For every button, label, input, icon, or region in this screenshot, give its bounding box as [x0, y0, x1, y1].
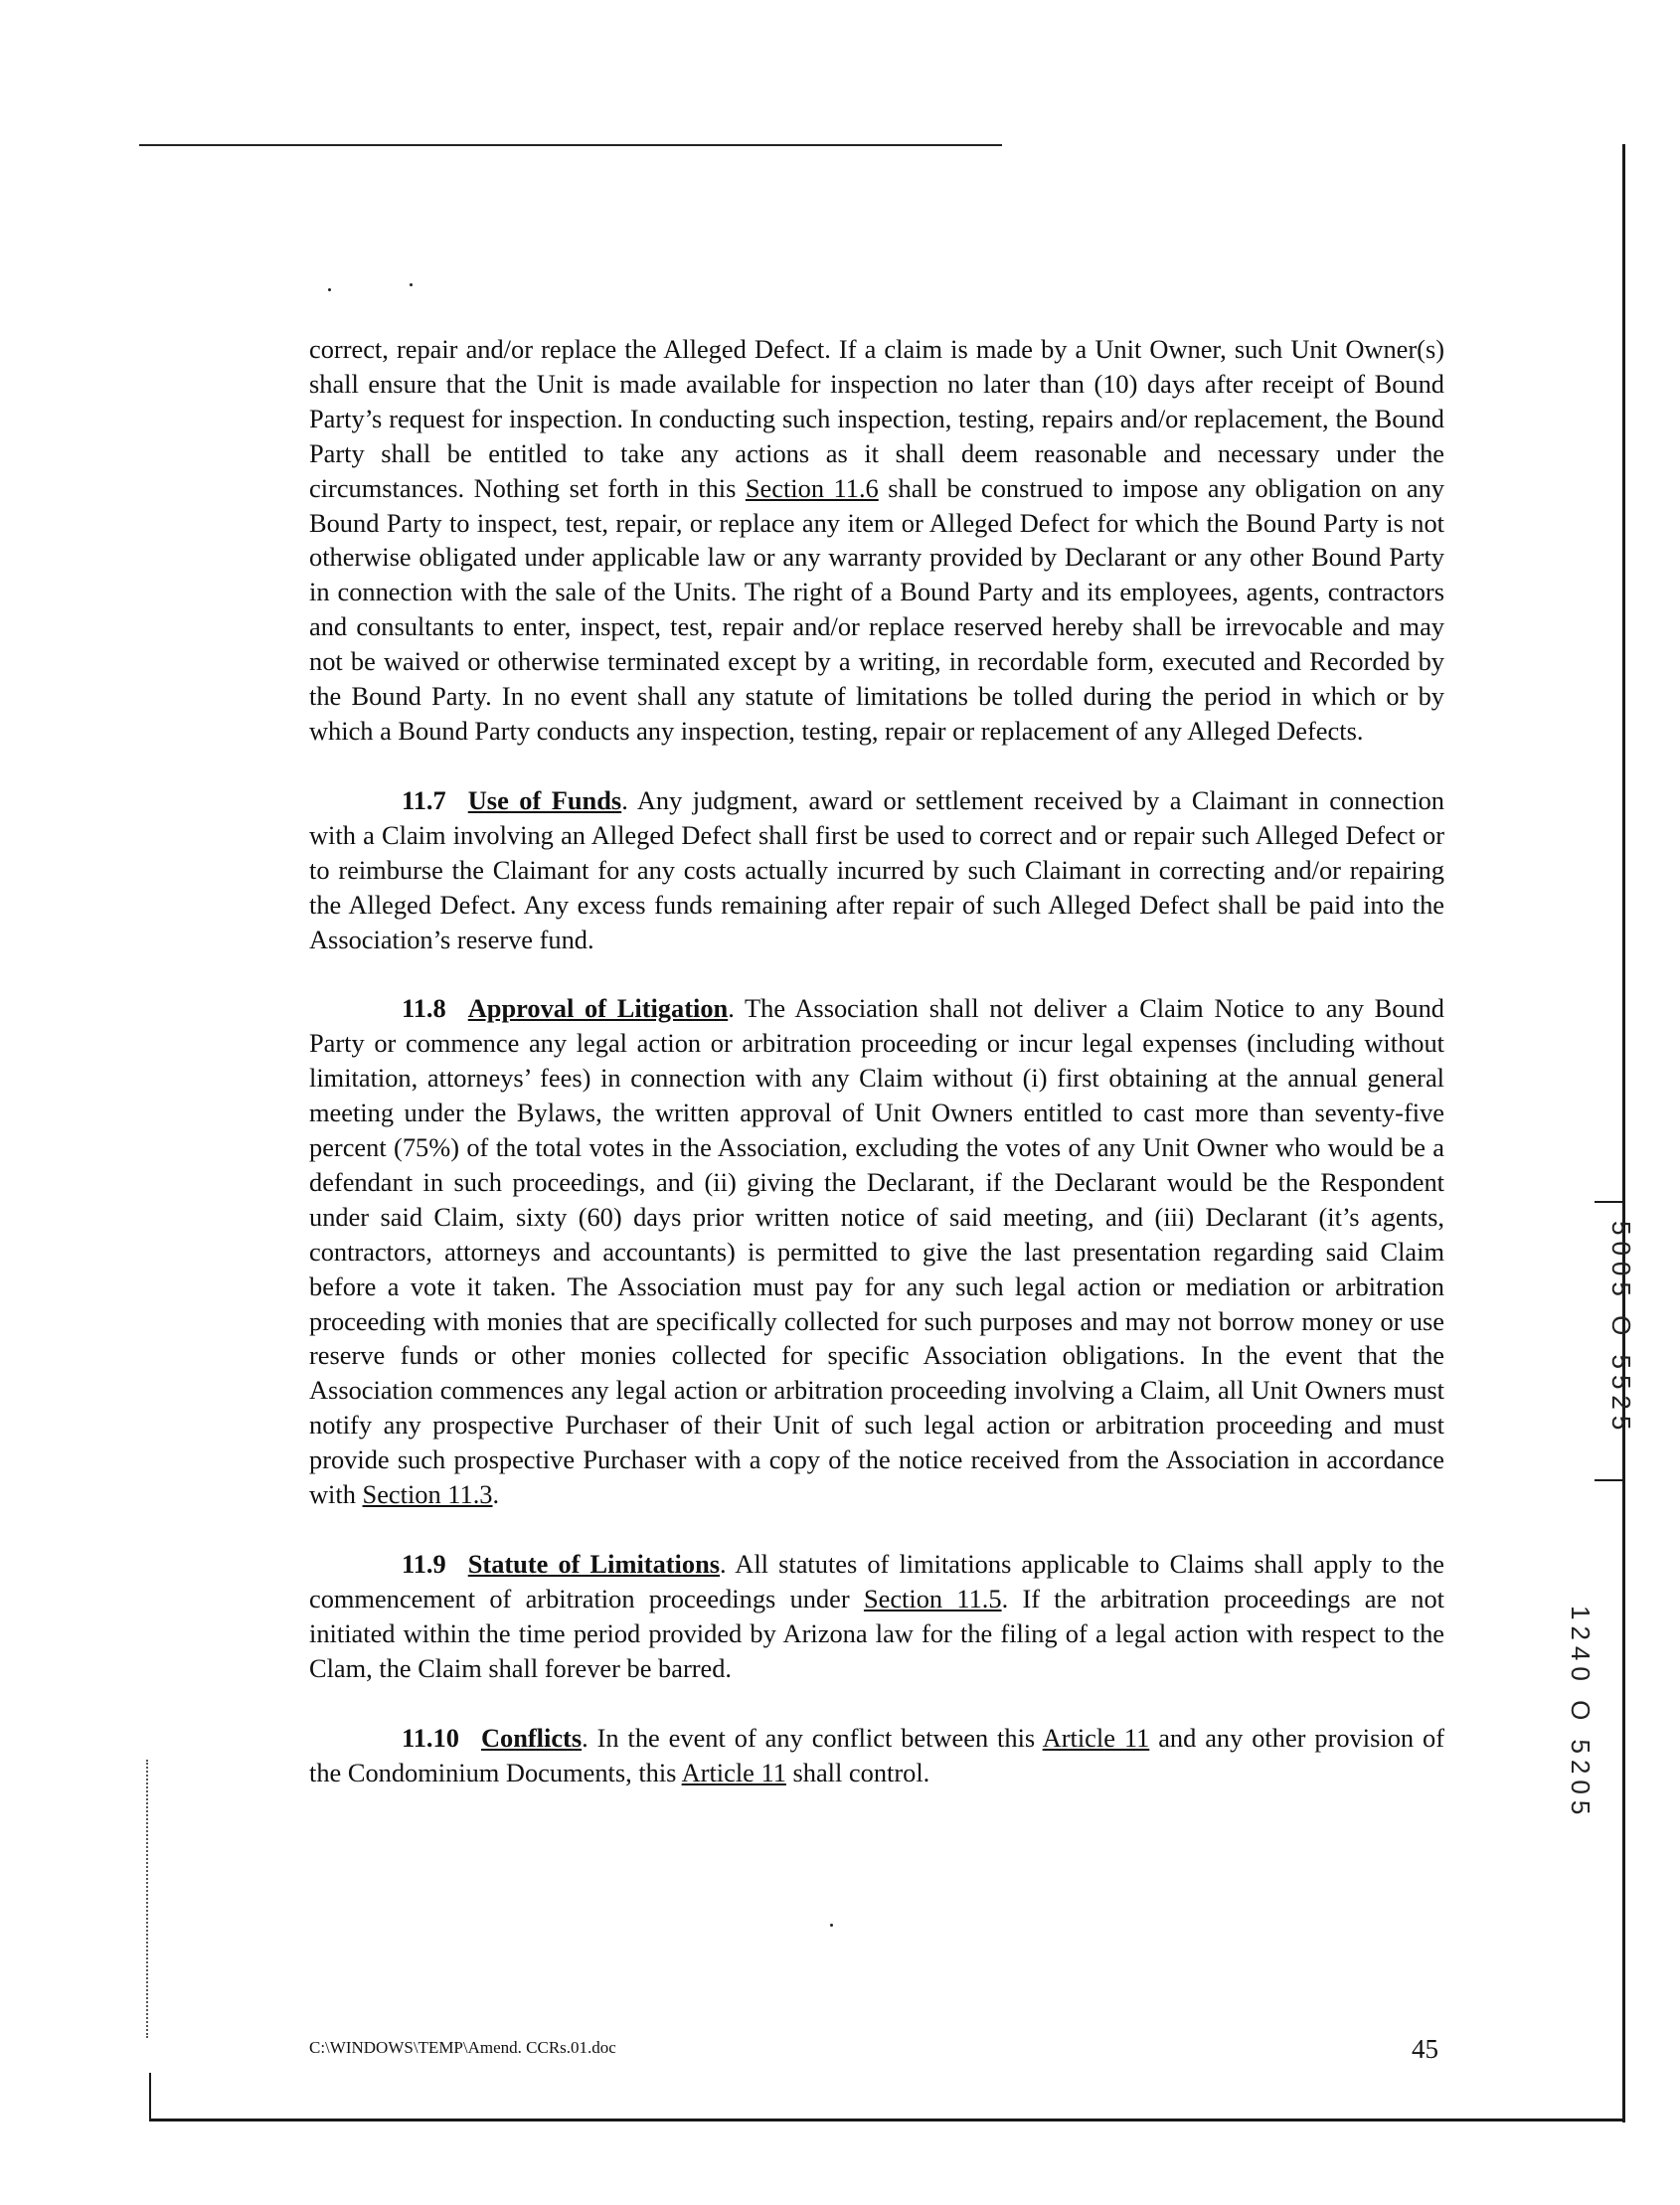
section-reference: Article 11 — [681, 1757, 786, 1787]
section-text: . Any judgment, award or settlement received by a Claimant in connection with a Claim involving an Alleged Defect shall first be used to correct and or repair such Alleged Defect or to reimburse the Claimant for any costs actually incurred by such Claimant in correcting and/or repairing the Alleged Defect. Any excess funds remaining after repair of such Alleged Defect shall be paid into the Association’s reserve fund. — [309, 784, 1444, 954]
section-heading: Conflicts — [480, 1722, 583, 1753]
section-reference: Section 11.6 — [745, 472, 879, 503]
side-stamp-upper: 5005 O 5525 — [1606, 1221, 1636, 1437]
section-text: shall control. — [785, 1757, 930, 1787]
section-reference: Article 11 — [1042, 1722, 1150, 1753]
section-11-7 — [309, 783, 1444, 957]
section-reference: Section 11.3 — [362, 1479, 493, 1510]
scan-speck — [830, 1924, 833, 1927]
section-heading: Statute of Limitations — [467, 1549, 721, 1579]
right-border-line — [1622, 144, 1625, 2122]
paragraph-continuation — [309, 332, 1444, 749]
footer-file-path: C:\WINDOWS\TEMP\Amend. CCRs.01.doc — [309, 2038, 616, 2057]
bottom-border-line — [149, 2119, 1625, 2121]
section-heading: Use of Funds — [467, 784, 622, 815]
scan-speck — [328, 288, 331, 291]
section-reference: Section 11.5 — [863, 1583, 1002, 1613]
section-11-9 — [309, 1547, 1444, 1686]
section-number: 11.7 — [402, 784, 446, 815]
section-text: and any other provision of the Condominium Documents, this — [309, 1722, 1444, 1787]
section-number: 11.9 — [402, 1549, 446, 1579]
section-11-8 — [309, 991, 1444, 1512]
scan-speck — [410, 283, 413, 286]
section-text: . The Association shall not deliver a Claim Notice to any Bound Party or commence any legal action or arbitration proceeding or incur legal expenses (including without limitation, attorneys’ fees) in connection with any Claim without (i) first obtaining at the annual general meeting under the Bylaws, the written approval of Unit Owners entitled to cast more than seventy-five percent (75%) of the total votes in the Association, excluding the votes of any Unit Owner who would be a defendant in such proceedings, and (ii) giving the Declarant, if the Declarant would be the Respondent under said Claim, sixty (60) days prior written notice of said meeting, and (iii) Declarant (it’s agents, contractors, attorneys and accountants) is permitted to give the last presentation regarding said Claim before a vote it taken. The Association must pay for any such legal action or mediation or arbitration proceeding with monies that are specifically collected for such purposes and may not borrow money or use reserve funds or other monies collected for specific Association obligations. In the event that the Association commences any legal action or arbitration proceeding involving a Claim, all Unit Owners must notify any prospective Purchaser of their Unit of such legal action or arbitration proceeding and must provide such prospective Purchaser with a copy of the notice received from the Association in accordance with — [309, 993, 1445, 1510]
section-text: . If the arbitration proceedings are not initiated within the time period provided by Arizona law for the filing of a legal action with respect to the Clam, the Claim shall forever be barred. — [309, 1583, 1444, 1683]
scan-dotted-line — [146, 1760, 148, 2038]
top-rule — [139, 144, 1002, 146]
section-number: 11.8 — [402, 993, 446, 1024]
section-heading: Approval of Litigation — [467, 993, 729, 1024]
section-11-10 — [309, 1721, 1444, 1790]
section-text: . — [492, 1479, 500, 1510]
left-border-stub — [149, 2073, 151, 2120]
right-tick-mark-upper — [1595, 1201, 1622, 1203]
paragraph-text: correct, repair and/or replace the Alleged Defect. If a claim is made by a Unit Owner, such Unit Owner(s) shall ensure that the Unit is made available for inspection no later than (10) days after receipt of Bound Party’s request for inspection. In conducting such inspection, testing, repairs and/or replacement, the Bound Party shall be entitled to take any actions as it shall deem reasonable and necessary under the circumstances. Nothing set forth in this — [309, 334, 1444, 503]
document-body — [309, 332, 1444, 1824]
paragraph-text: shall be construed to impose any obligation on any Bound Party to inspect, test, repair, or replace any item or Alleged Defect for which the Bound Party is not otherwise obligated under applicable law or any warranty provided by Declarant or any other Bound Party in connection with the sale of the Units. The right of a Bound Party and its employees, agents, contractors and consultants to enter, inspect, test, repair and/or replace reserved hereby shall be irrevocable and may not be waived or otherwise terminated except by a writing, in recordable form, executed and Recorded by the Bound Party. In no event shall any statute of limitations be tolled during the period in which or by which a Bound Party conducts any inspection, testing, repair or replacement of any Alleged Defects. — [309, 472, 1444, 746]
section-number: 11.10 — [402, 1722, 459, 1753]
section-text: . All statutes of limitations applicable to Claims shall apply to the commencement of arbitration proceedings under — [309, 1549, 1444, 1613]
right-tick-mark — [1595, 1479, 1622, 1481]
side-stamp-lower: 1240 O 5205 — [1566, 1606, 1596, 1821]
section-text: . In the event of any conflict between this — [582, 1722, 1043, 1753]
page-number: 45 — [1412, 2034, 1438, 2064]
